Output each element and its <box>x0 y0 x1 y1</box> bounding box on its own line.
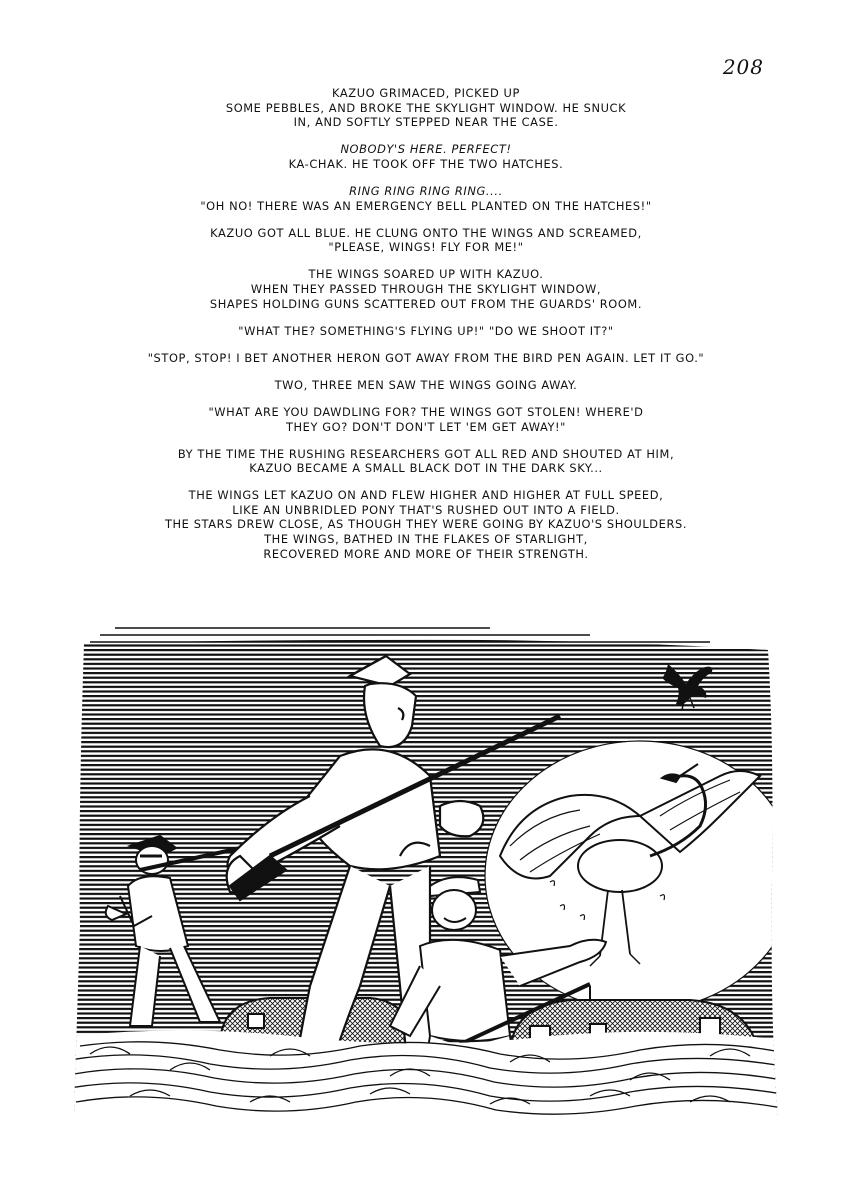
narration-line: NOBODY'S HERE. PERFECT! <box>340 142 512 157</box>
narration-line: WHEN THEY PASSED THROUGH THE SKYLIGHT WINDOW, <box>250 281 602 296</box>
page-number: 208 <box>722 55 764 79</box>
narration-line: "STOP, STOP! I BET ANOTHER HERON GOT AWAY FROM THE BIRD PEN AGAIN. LET IT GO." <box>147 350 705 365</box>
narration-paragraph <box>120 351 732 366</box>
narration-paragraph <box>120 226 732 255</box>
narration-line: IN, AND SOFTLY STEPPED NEAR THE CASE. <box>293 115 559 130</box>
narration-line: THE WINGS, BATHED IN THE FLAKES OF STARLIGHT, <box>264 532 588 547</box>
narration-line: SOME PEBBLES, AND BROKE THE SKYLIGHT WINDOW. HE SNUCK <box>225 100 627 115</box>
narration-line: LIKE AN UNBRIDLED PONY THAT'S RUSHED OUT INTO A FIELD. <box>232 502 620 517</box>
narration-line: THE STARS DREW CLOSE, AS THOUGH THEY WERE GOING BY KAZUO'S SHOULDERS. <box>164 517 688 532</box>
narration-line: RECOVERED MORE AND MORE OF THEIR STRENGTH. <box>263 546 589 561</box>
narration-line: KA-CHAK. HE TOOK OFF THE TWO HATCHES. <box>288 156 564 171</box>
narration-line: RING RING RING RING.... <box>349 183 503 198</box>
narration-line: THE WINGS SOARED UP WITH KAZUO. <box>308 267 544 282</box>
narration-paragraph <box>120 447 732 476</box>
narration-paragraph <box>120 86 732 130</box>
narration-line: THEY GO? DON'T DON'T LET 'EM GET AWAY!" <box>285 419 567 434</box>
narration-line: KAZUO BECAME A SMALL BLACK DOT IN THE DARK SKY... <box>249 461 603 476</box>
narration-line: KAZUO GOT ALL BLUE. HE CLUNG ONTO THE WINGS AND SCREAMED, <box>210 225 642 240</box>
grass-field <box>70 1030 782 1122</box>
narration-paragraph <box>120 267 732 311</box>
narration-line: "OH NO! THERE WAS AN EMERGENCY BELL PLANTED ON THE HATCHES!" <box>200 198 652 213</box>
narration-paragraph <box>120 324 732 339</box>
narration-line: KAZUO GRIMACED, PICKED UP <box>332 86 520 100</box>
narration-paragraph <box>120 184 732 213</box>
illustration-svg <box>70 626 782 1122</box>
narration-text-block <box>120 86 732 574</box>
narration-paragraph <box>120 142 732 171</box>
narration-line: "PLEASE, WINGS! FLY FOR ME!" <box>328 240 524 255</box>
illustration-panel <box>70 626 782 1122</box>
narration-line: SHAPES HOLDING GUNS SCATTERED OUT FROM THE GUARDS' ROOM. <box>209 296 643 311</box>
narration-line: TWO, THREE MEN SAW THE WINGS GOING AWAY. <box>274 377 578 392</box>
narration-line: "WHAT THE? SOMETHING'S FLYING UP!" "DO WE SHOOT IT?" <box>238 323 614 338</box>
narration-line: BY THE TIME THE RUSHING RESEARCHERS GOT ALL RED AND SHOUTED AT HIM, <box>177 446 675 461</box>
narration-paragraph <box>120 378 732 393</box>
narration-paragraph <box>120 405 732 434</box>
narration-paragraph <box>120 488 732 561</box>
narration-line: THE WINGS LET KAZUO ON AND FLEW HIGHER AND HIGHER AT FULL SPEED, <box>188 488 664 503</box>
narration-line: "WHAT ARE YOU DAWDLING FOR? THE WINGS GOT STOLEN! WHERE'D <box>208 404 644 419</box>
